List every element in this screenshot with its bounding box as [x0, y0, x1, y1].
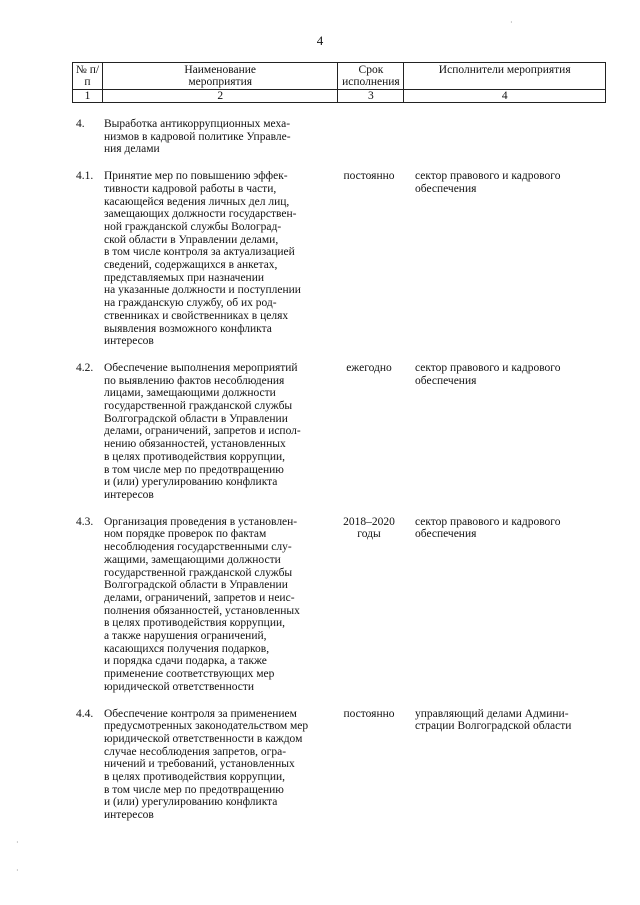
row-name-line: на указанные должности и поступлении — [104, 284, 301, 297]
row-name-line: в целях противодействия коррупции, — [104, 617, 286, 630]
row-number: 4.1. — [76, 170, 94, 183]
header-col-term-line2: исполнения — [342, 76, 400, 88]
row-name-line: Обеспечение выполнения мероприятий — [104, 361, 298, 374]
header-col-name — [102, 63, 337, 90]
row-term-line: постоянно — [343, 170, 395, 183]
row-number: 4.3. — [76, 515, 94, 528]
row-term-line: ежегодно — [346, 361, 392, 374]
row-name-line: выявления возможного конфликта — [104, 322, 272, 335]
row-name-line: в том числе мер по предотвращению — [104, 783, 284, 796]
table-row — [72, 708, 612, 822]
row-name — [102, 708, 331, 822]
row-executor — [403, 170, 611, 348]
row-name-line: на гражданскую службу, об их род- — [104, 297, 277, 310]
row-name-line: ния делами — [104, 143, 160, 156]
row-term-line: годы — [357, 528, 381, 541]
row-name-line: а также нарушения ограничений, — [104, 630, 267, 643]
header-number-row — [73, 90, 606, 103]
row-term — [331, 170, 403, 348]
row-name-line: и порядка сдачи подарка, а также — [104, 655, 267, 668]
row-executor — [403, 118, 611, 156]
row-name-line: в целях противодействия коррупции, — [104, 771, 286, 784]
table-row — [72, 516, 612, 694]
row-name-line: Волгоградской области в Управлении — [104, 412, 288, 425]
row-name-line: в целях противодействия коррупции, — [104, 450, 286, 463]
row-name-line: Обеспечение контроля за применением — [104, 707, 297, 720]
row-term-line: постоянно — [343, 707, 395, 720]
row-name-line: в том числе контроля за актуализацией — [104, 246, 295, 259]
row-executor — [403, 708, 611, 822]
row-term — [331, 516, 403, 694]
row-name — [102, 118, 331, 156]
row-name-line: сведений, содержащихся в анкетах, — [104, 259, 278, 272]
row-name-line: лицами, замещающими должности — [104, 387, 276, 400]
row-name — [102, 170, 331, 348]
row-name-line: делами, ограничений, запретов и испол- — [104, 425, 301, 438]
row-executor-line: обеспечения — [415, 374, 477, 387]
row-name-line: юридической ответственности — [104, 680, 255, 693]
header-row — [73, 63, 606, 90]
row-name-line: Волгоградской области в Управлении — [104, 579, 288, 592]
row-name-line: Выработка антикоррупционных меха- — [104, 118, 291, 130]
header-col-exec: Исполнители мероприятия — [404, 63, 606, 90]
header-col-name-line1: Наименование — [184, 64, 257, 76]
table-row — [72, 118, 612, 156]
row-executor — [403, 516, 611, 694]
header-number-1: 1 — [73, 90, 103, 103]
row-name-line: делами, ограничений, запретов и неис- — [104, 591, 295, 604]
row-name-line: интересов — [104, 488, 154, 501]
row-executor-line: страции Волгоградской области — [415, 720, 572, 733]
row-name-line: случае несоблюдения запретов, огра- — [104, 745, 287, 758]
row-name-line: интересов — [104, 809, 154, 822]
table-header — [72, 62, 606, 103]
row-name-line: юридической ответственности в каждом — [104, 732, 303, 745]
header-number-2: 2 — [102, 90, 337, 103]
row-term — [331, 708, 403, 822]
row-number: 4. — [76, 118, 85, 130]
row-name-line: замещающих должности государствен- — [104, 208, 297, 221]
row-name-line: ной гражданской службы Волоград- — [104, 220, 282, 233]
row-executor-line: обеспечения — [415, 182, 477, 195]
page-number: 4 — [316, 33, 324, 48]
row-name-line: ном порядке проверок по фактам — [104, 528, 267, 541]
row-name-line: низмов в кадровой политике Управле- — [104, 130, 291, 143]
row-name-line: Организация проведения в установлен- — [104, 515, 298, 528]
row-number: 4.2. — [76, 361, 94, 374]
header-col-name-line2: мероприятия — [188, 76, 253, 88]
row-name — [102, 362, 331, 502]
header-number-3: 3 — [338, 90, 404, 103]
row-name-line: применение соответствующих мер — [104, 668, 275, 681]
row-name-line: предусмотренных законодательством мер — [104, 720, 309, 733]
row-name-line: государственной гражданской службы — [104, 566, 293, 579]
row-name-line: государственной гражданской службы — [104, 400, 293, 413]
header-number-4: 4 — [404, 90, 606, 103]
header-col-num: № п/п — [73, 63, 103, 90]
row-executor-line: управляющий делами Админи- — [415, 707, 569, 720]
scan-artifact-mark: · — [510, 18, 513, 27]
row-term-line: 2018–2020 — [343, 515, 395, 528]
row-name-line: Принятие мер по повышению эффек- — [104, 170, 288, 183]
row-name-line: и (или) урегулированию конфликта — [104, 796, 278, 809]
row-executor — [403, 362, 611, 502]
row-name-line: тивности кадровой работы в части, — [104, 182, 277, 195]
row-executor-line: сектор правового и кадрового — [415, 361, 561, 374]
row-name-line: несоблюдения государственными слу- — [104, 541, 292, 554]
row-name-line: представляемых при назначении — [104, 271, 265, 284]
row-name-line: в том числе мер по предотвращению — [104, 463, 284, 476]
row-name-line: нению обязанностей, установленных — [104, 438, 286, 451]
row-name-line: по выявлению фактов несоблюдения — [104, 374, 285, 387]
row-name-line: ственниках и свойственниках в целях — [104, 309, 289, 322]
row-name-line: ской области в Управлении делами, — [104, 233, 279, 246]
row-number: 4.4. — [76, 707, 94, 720]
scan-artifact-mark: · — [16, 866, 19, 875]
row-executor-line: обеспечения — [415, 528, 477, 541]
row-term — [331, 362, 403, 502]
row-name-line: касающихся получения подарков, — [104, 642, 270, 655]
header-col-term — [338, 63, 404, 90]
row-name-line: полнения обязанностей, установленных — [104, 604, 300, 617]
row-name-line: и (или) урегулированию конфликта — [104, 476, 278, 489]
table-row — [72, 170, 612, 348]
row-executor-line: сектор правового и кадрового — [415, 170, 561, 183]
row-name — [102, 516, 331, 694]
row-executor-line: сектор правового и кадрового — [415, 515, 561, 528]
row-term — [331, 118, 403, 156]
table-body — [72, 118, 612, 836]
header-col-term-line1: Срок — [358, 64, 384, 76]
row-name-line: ничений и требований, установленных — [104, 758, 295, 771]
table-row — [72, 362, 612, 502]
row-name-line: жащими, замещающими должности — [104, 553, 281, 566]
row-name-line: интересов — [104, 335, 154, 348]
scan-artifact-mark: · — [16, 838, 19, 847]
row-name-line: касающейся ведения личных дел лиц, — [104, 195, 290, 208]
